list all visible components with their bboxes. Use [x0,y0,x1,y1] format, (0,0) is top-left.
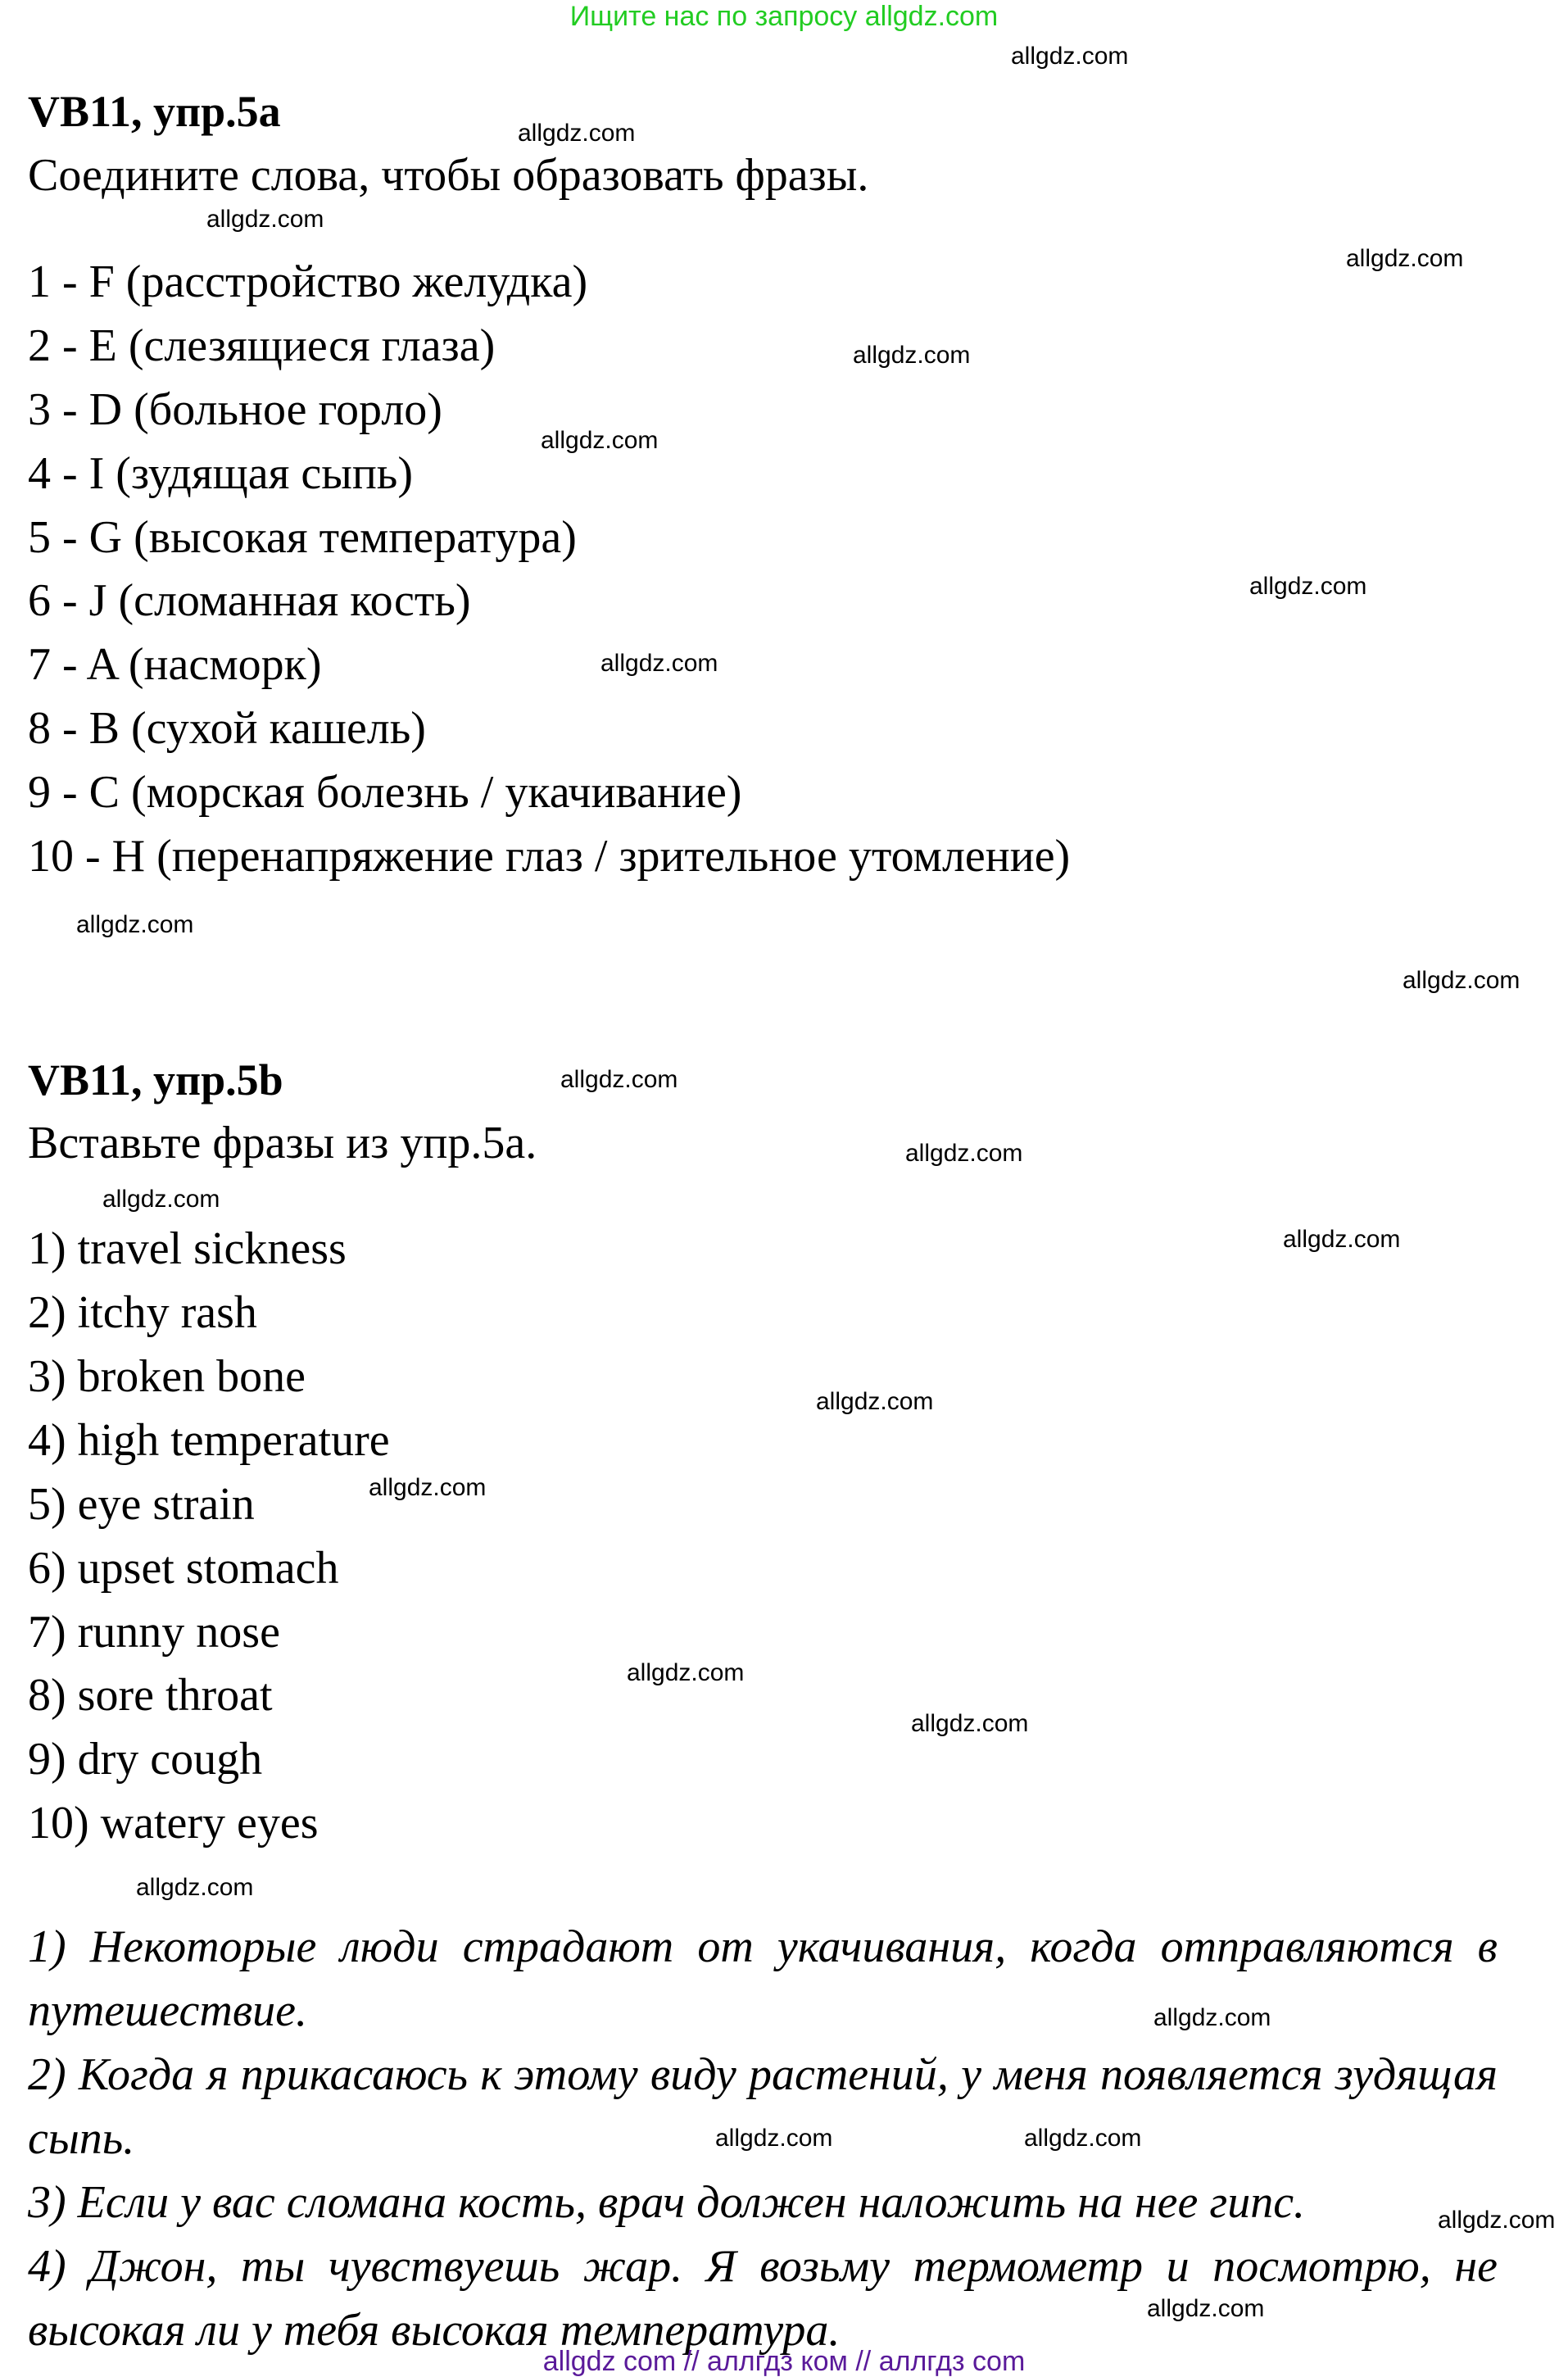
list-item: 10) watery eyes [28,1798,319,1849]
list-item: 3) broken bone [28,1351,306,1402]
watermark: allgdz.com [627,1659,745,1686]
watermark: allgdz.com [1403,967,1520,994]
list-item: 3 - D (больное горло) [28,384,442,435]
translation-3: 3) Если у вас сломана кость, врач должен наложить на нее гипс. [28,2177,1306,2228]
list-item: 7) runny nose [28,1607,280,1658]
translation-2: 2) Когда я прикасаюсь к этому виду растений, у меня появляется зудящая сыпь. [28,2049,1498,2164]
section-b-instruction: Вставьте фразы из упр.5a. [28,1118,537,1168]
list-item: 5) eye strain [28,1479,255,1530]
list-item: 8 - B (сухой кашель) [28,703,426,754]
list-item: 9) dry cough [28,1734,263,1785]
watermark: allgdz.com [518,120,636,147]
list-item: 8) sore throat [28,1670,273,1721]
list-item: 10 - H (перенапряжение глаз / зрительное утомление) [28,831,1071,882]
list-item: 1 - F (расстройство желудка) [28,256,588,307]
watermark: allgdz.com [1249,573,1367,600]
list-item: 1) travel sickness [28,1223,347,1274]
watermark: allgdz.com [816,1388,934,1415]
watermark: allgdz.com [1024,2125,1142,2152]
watermark: allgdz.com [541,427,659,454]
watermark: allgdz.com [560,1066,678,1093]
list-item: 9 - C (морская болезнь / укачивание) [28,767,742,818]
watermark: allgdz.com [369,1474,487,1501]
list-item: 2 - E (слезящиеся глаза) [28,320,496,371]
section-b-title: VB11, упр.5b [28,1055,283,1105]
translation-1: 1) Некоторые люди страдают от укачивания, когда отправляются в путешествие. [28,1921,1498,2036]
watermark: allgdz.com [1283,1226,1401,1253]
list-item: 6) upset stomach [28,1543,339,1594]
list-item: 4 - I (зудящая сыпь) [28,448,413,499]
watermark: allgdz.com [600,650,718,677]
list-item: 5 - G (высокая температура) [28,512,577,563]
list-item: 4) high temperature [28,1415,390,1466]
section-a-instruction: Соедините слова, чтобы образовать фразы. [28,150,869,201]
footer: allgdz com // аллгдз ком // аллгдз com [542,2346,1026,2377]
watermark: allgdz.com [911,1710,1029,1737]
watermark: allgdz.com [136,1874,254,1901]
watermark: allgdz.com [1153,2004,1271,2031]
top-banner: Ищите нас по запросу allgdz.com [569,1,999,32]
watermark: allgdz.com [715,2125,833,2152]
watermark: allgdz.com [102,1186,220,1213]
watermark: allgdz.com [1438,2207,1556,2234]
watermark: allgdz.com [76,911,194,938]
watermark: allgdz.com [905,1140,1023,1167]
list-item: 7 - A (насморк) [28,639,322,690]
watermark: allgdz.com [206,206,324,233]
watermark: allgdz.com [1346,245,1464,272]
watermark: allgdz.com [853,342,971,369]
list-item: 2) itchy rash [28,1287,257,1338]
watermark: allgdz.com [1147,2295,1265,2322]
section-a-title: VB11, упр.5a [28,87,281,136]
watermark: allgdz.com [1011,43,1129,70]
list-item: 6 - J (сломанная кость) [28,575,471,626]
translation-4: 4) Джон, ты чувствуешь жар. Я возьму термометр и посмотрю, не высокая ли у тебя высокая температура. [28,2241,1498,2356]
